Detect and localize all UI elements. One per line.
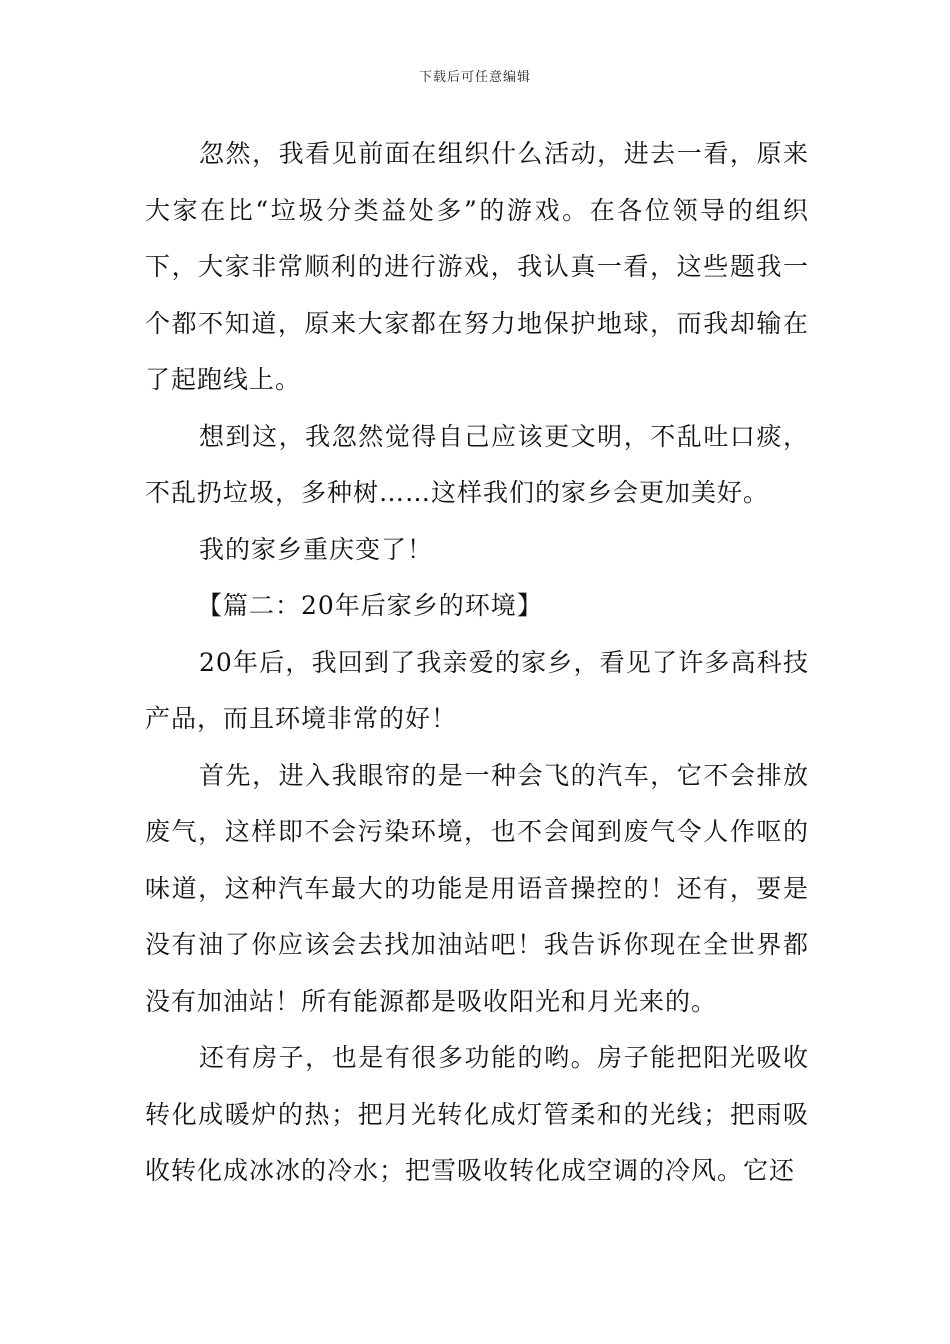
- paragraph-hometown-changed: 我的家乡重庆变了！: [199, 534, 434, 564]
- paragraph-flying-car: 首先，进入我眼帘的是一种会飞的汽车，它不会排放废气，这样即不会污染环境，也不会闻到废气令人作呕的味道，这种汽车最大的功能是用语音操控的！还有，要是没有油了你应该会去找加油站吧！我告诉你现在全世界都没有加油站！所有能源都是吸收阳光和月光来的。: [145, 760, 809, 1016]
- document-body: [145, 126, 809, 1200]
- paragraph-civilized: 想到这，我忽然觉得自己应该更文明，不乱吐口痰，不乱扔垃圾，多种树……这样我们的家乡会更加美好。: [145, 421, 809, 507]
- section-heading: 【篇二：20年后家乡的环境】: [197, 591, 543, 620]
- paragraph-smart-house: 还有房子，也是有很多功能的哟。房子能把阳光吸收转化成暖炉的热；把月光转化成灯管柔和的光线；把雨吸收转化成冰冰的冷水；把雪吸收转化成空调的冷风。它还: [145, 1043, 809, 1185]
- paragraph-activity: 忽然，我看见前面在组织什么活动，进去一看，原来大家在比“垃圾分类益处多”的游戏。在各位领导的组织下，大家非常顺利的进行游戏，我认真一看，这些题我一个都不知道，原来大家都在努力地保护地球，而我却输在了起跑线上。: [145, 139, 809, 394]
- page-header-note: 下载后可任意编辑: [418, 70, 531, 85]
- paragraph-return-home: 20年后，我回到了我亲爱的家乡，看见了许多高科技产品，而且环境非常的好！: [145, 647, 809, 733]
